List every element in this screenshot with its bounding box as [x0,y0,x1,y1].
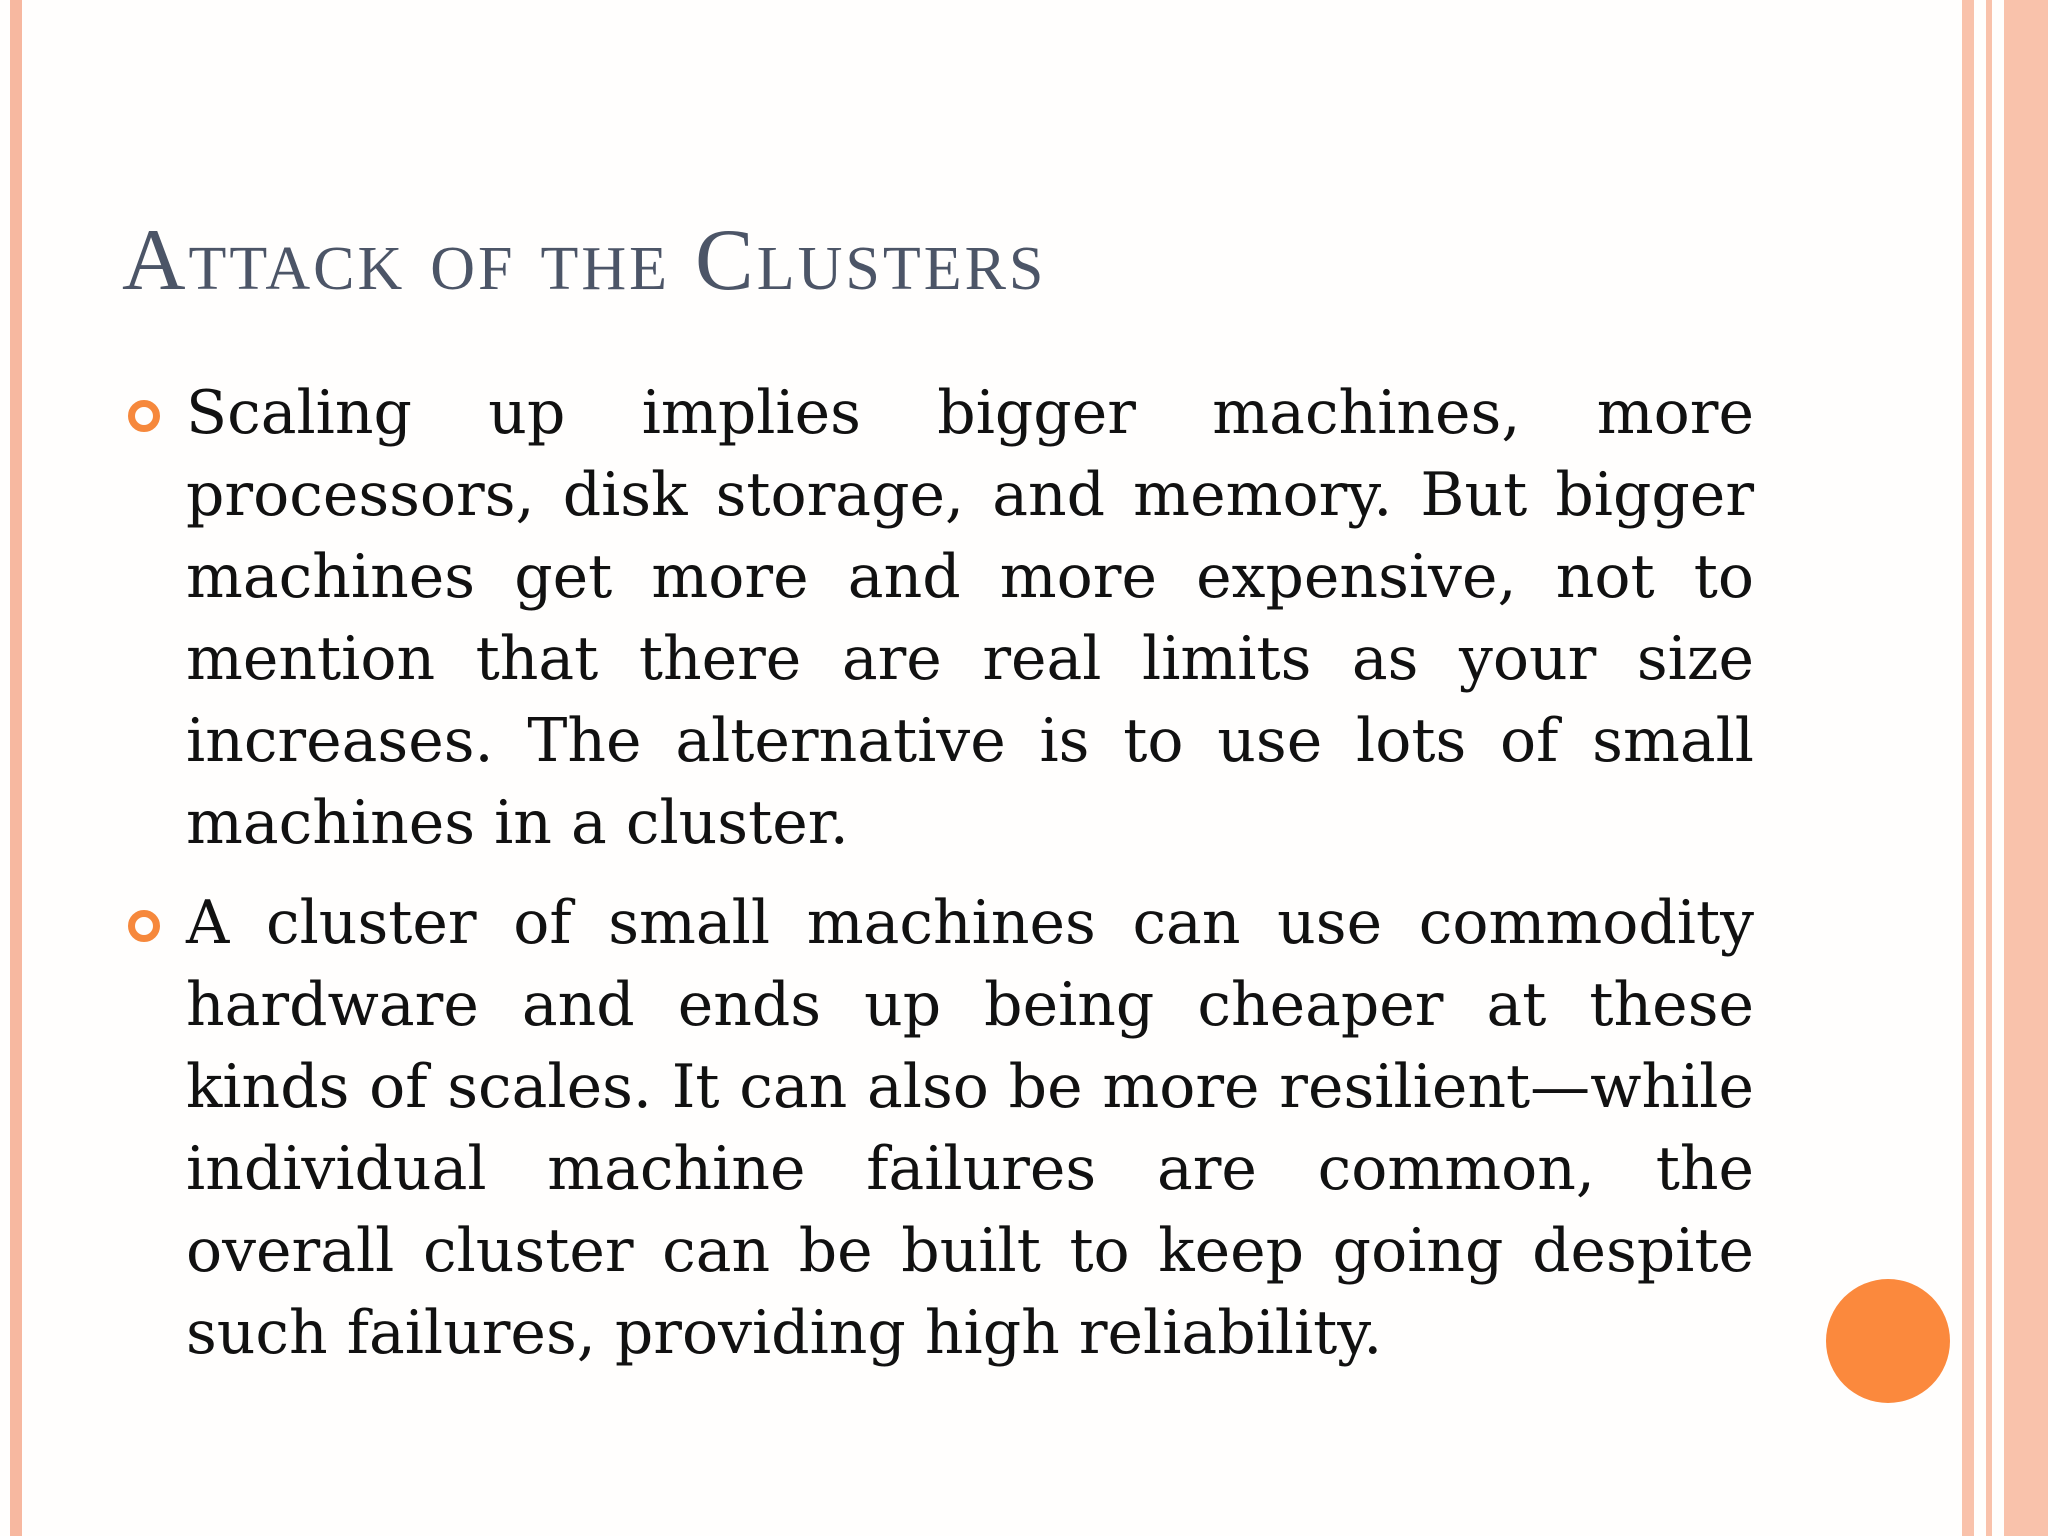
right-stripe [2004,0,2048,1536]
decorative-circle [1826,1279,1950,1403]
left-border [10,0,22,1536]
right-stripe [1962,0,1974,1536]
bullet-text: A cluster of small machines can use commodity hardware and ends up being cheaper at these kinds of scales. It can also be more resilient—while individual machine failures are common, the overall cluster can be built to keep going despite such failures, providing high reliability. [186,888,1754,1368]
right-stripe [1986,0,1992,1536]
bullet-list [122,372,1754,1392]
bullet-text: Scaling up implies bigger machines, more processors, disk storage, and memory. But bigger machines get more and more expensive, not to mention that there are real limits as your size increases. The alternative is to use lots of small machines in a cluster. [186,378,1754,858]
bullet-item [122,372,1754,864]
right-border-stripes [1958,0,2048,1536]
bullet-item [122,882,1754,1374]
ring-bullet-icon [128,910,160,942]
ring-bullet-icon [128,400,160,432]
slide-title: Attack of the Clusters [122,212,1047,309]
